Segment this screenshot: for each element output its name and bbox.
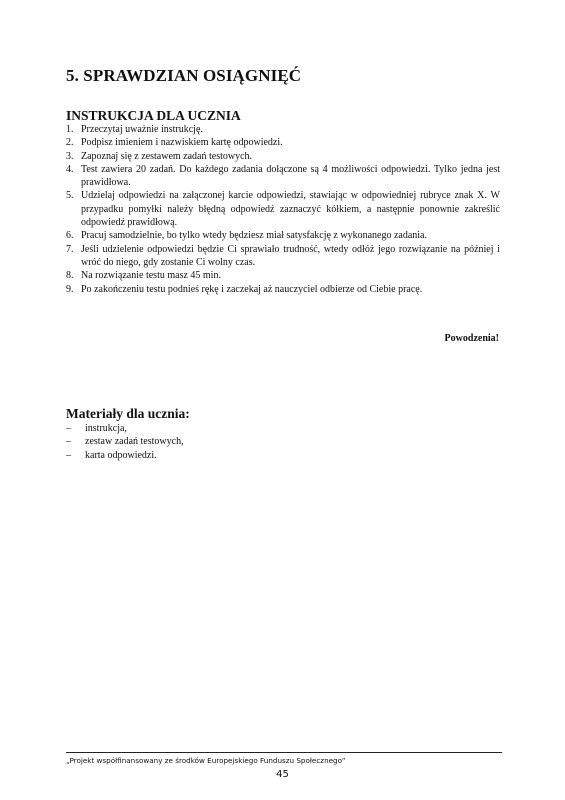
instruction-number: 8. [66, 270, 74, 282]
material-text: karta odpowiedzi. [85, 449, 157, 461]
footer-divider [66, 752, 502, 753]
instruction-text: Na rozwiązanie testu masz 45 min. [81, 270, 221, 282]
instruction-item [66, 229, 500, 242]
material-item [66, 435, 366, 448]
material-dash: – [66, 449, 71, 461]
instruction-text: Przeczytaj uważnie instrukcję. [81, 124, 203, 135]
instruction-text: Po zakończeniu testu podnieś rękę i zaczekaj aż nauczyciel odbierze od Ciebie pracę. [81, 283, 423, 295]
materials-list [66, 422, 366, 462]
instruction-item [66, 243, 500, 270]
material-text: instrukcja, [85, 423, 127, 434]
material-item [66, 422, 366, 435]
materials-heading: Materiały dla ucznia: [66, 406, 190, 421]
instruction-text: Jeśli udzielenie odpowiedzi będzie Ci sprawiało trudność, wtedy odłóż jego rozwiązanie na później i wróć do niego, gdy zostanie Ci wolny czas. [81, 243, 500, 268]
instruction-text: Test zawiera 20 zadań. Do każdego zadania dołączone są 4 możliwości odpowiedzi. Tylko jedna jest prawidłowa. [81, 163, 500, 189]
good-luck-text: Powodzenia! [444, 333, 499, 344]
instruction-item [66, 150, 500, 163]
instruction-item [66, 269, 500, 282]
section-title: 5. SPRAWDZIAN OSIĄGNIĘĆ [66, 66, 302, 85]
instruction-number: 6. [66, 230, 74, 242]
instruction-text: Zapoznaj się z zestawem zadań testowych. [81, 150, 253, 162]
instruction-item [66, 136, 500, 149]
material-item [66, 449, 366, 462]
instruction-item [66, 163, 500, 190]
instruction-item [66, 283, 500, 296]
instruction-item [66, 123, 500, 136]
instruction-number: 3. [66, 150, 74, 162]
instruction-text: Podpisz imieniem i nazwiskiem kartę odpowiedzi. [81, 137, 283, 149]
instruction-text: Pracuj samodzielnie, bo tylko wtedy będziesz miał satysfakcję z wykonanego zadania. [81, 230, 427, 242]
instruction-number: 5. [66, 190, 74, 202]
instruction-item [66, 189, 500, 229]
instructions-list [66, 123, 500, 296]
material-text: zestaw zadań testowych, [85, 436, 184, 448]
page-number: 45 [276, 769, 289, 780]
instruction-text: Udzielaj odpowiedzi na załączonej karcie odpowiedzi, stawiając w odpowiedniej rubryce znak X. W przypadku pomyłki należy błędną odpowiedź zaznaczyć kółkiem, a następnie ponownie zakreślić odpowiedź prawidłową. [81, 190, 500, 229]
instruction-number: 4. [66, 163, 74, 175]
footer-funding-note: „Projekt współfinansowany ze środków Europejskiego Funduszu Społecznego” [66, 756, 346, 765]
instructions-heading: INSTRUKCJA DLA UCZNIA [66, 108, 241, 123]
instruction-number: 2. [66, 137, 74, 149]
instruction-number: 9. [66, 283, 74, 295]
material-dash: – [66, 423, 71, 434]
instruction-number: 7. [66, 243, 74, 255]
material-dash: – [66, 436, 71, 448]
instruction-number: 1. [66, 124, 74, 135]
